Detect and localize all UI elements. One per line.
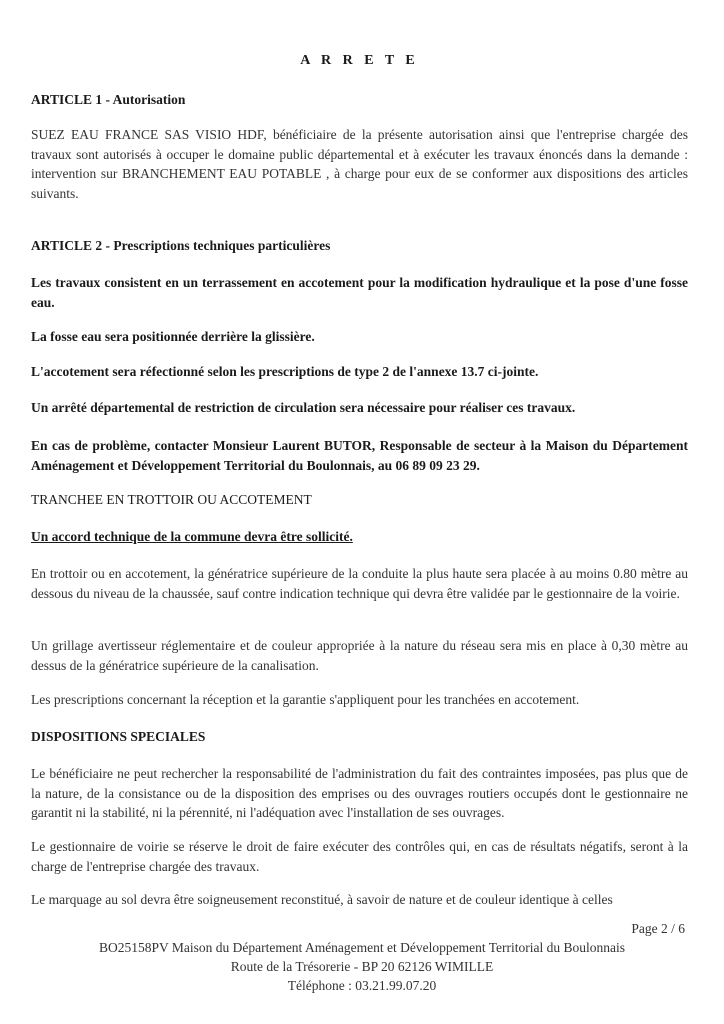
article2-heading: ARTICLE 2 - Prescriptions techniques particulières — [31, 238, 331, 253]
article2-paragraph-2: La fosse eau sera positionnée derrière la glissière. — [31, 329, 315, 344]
article1-heading: ARTICLE 1 - Autorisation — [31, 92, 186, 107]
page-number: Page 2 / 6 — [631, 921, 685, 936]
article2-paragraph-5: En cas de problème, contacter Monsieur Laurent BUTOR, Responsable de secteur à la Maison du Département Aménagement et Développement Territorial du Boulonnais, au 06 89 09 23 29. — [31, 438, 688, 473]
accord-technique-notice: Un accord technique de la commune devra être sollicité. — [31, 529, 353, 544]
dispositions-paragraph-2: Le gestionnaire de voirie se réserve le droit de faire exécuter des contrôles qui, en cas de résultats négatifs, seront à la charge de l'entreprise chargée des travaux. — [31, 839, 688, 874]
tranchee-paragraph-1: En trottoir ou en accotement, la génératrice supérieure de la conduite la plus haute sera placée à au moins 0.80 mètre au dessous du niveau de la chaussée, sauf contre indication technique qui devra être validée par le gestionnaire de la voirie. — [31, 566, 688, 601]
article2-paragraph-3: L'accotement sera réfectionné selon les prescriptions de type 2 de l'annexe 13.7 ci-jointe. — [31, 364, 539, 379]
tranchee-paragraph-2: Un grillage avertisseur réglementaire et de couleur appropriée à la nature du réseau sera mis en place à 0,30 mètre au dessus de la génératrice supérieure de la canalisation. — [31, 638, 688, 673]
dispositions-paragraph-1: Le bénéficiaire ne peut rechercher la responsabilité de l'administration du fait des contraintes imposées, pas plus que de la nature, de la consistance ou de la disposition des emprises ou des ouvrages routiers occupés dont le gestionnaire ne garantit ni la stabilité, ni la pérennité, ni l'adéquation avec l'installation de ses ouvrages. — [31, 766, 688, 820]
document-title: A R R E T E — [300, 53, 419, 68]
dispositions-paragraph-3: Le marquage au sol devra être soigneusement reconstitué, à savoir de nature et de couleur identique à celles — [31, 892, 613, 907]
footer-address-line-1: BO25158PV Maison du Département Aménagement et Développement Territorial du Boulonnais — [98, 940, 626, 955]
article2-paragraph-1: Les travaux consistent en un terrassement en accotement pour la modification hydraulique et la pose d'une fosse eau. — [31, 275, 688, 310]
article1-body: SUEZ EAU FRANCE SAS VISIO HDF, bénéficiaire de la présente autorisation ainsi que l'entreprise chargée des travaux sont autorisés à occuper le domaine public départemental et à exécuter les travaux énoncés dans la demande : intervention sur BRANCHEMENT EAU POTABLE , à charge pour eux de se conformer aux dispositions des articles suivants. — [31, 127, 688, 201]
tranchee-heading: TRANCHEE EN TROTTOIR OU ACCOTEMENT — [31, 492, 312, 507]
tranchee-paragraph-3: Les prescriptions concernant la réception et la garantie s'appliquent pour les tranchées en accotement. — [31, 692, 580, 707]
dispositions-heading: DISPOSITIONS SPECIALES — [31, 729, 206, 744]
footer-phone: Téléphone : 03.21.99.07.20 — [287, 978, 437, 993]
footer-address-line-2: Route de la Trésorerie - BP 20 62126 WIMILLE — [230, 959, 494, 974]
article2-paragraph-4: Un arrêté départemental de restriction de circulation sera nécessaire pour réaliser ces travaux. — [31, 400, 576, 415]
